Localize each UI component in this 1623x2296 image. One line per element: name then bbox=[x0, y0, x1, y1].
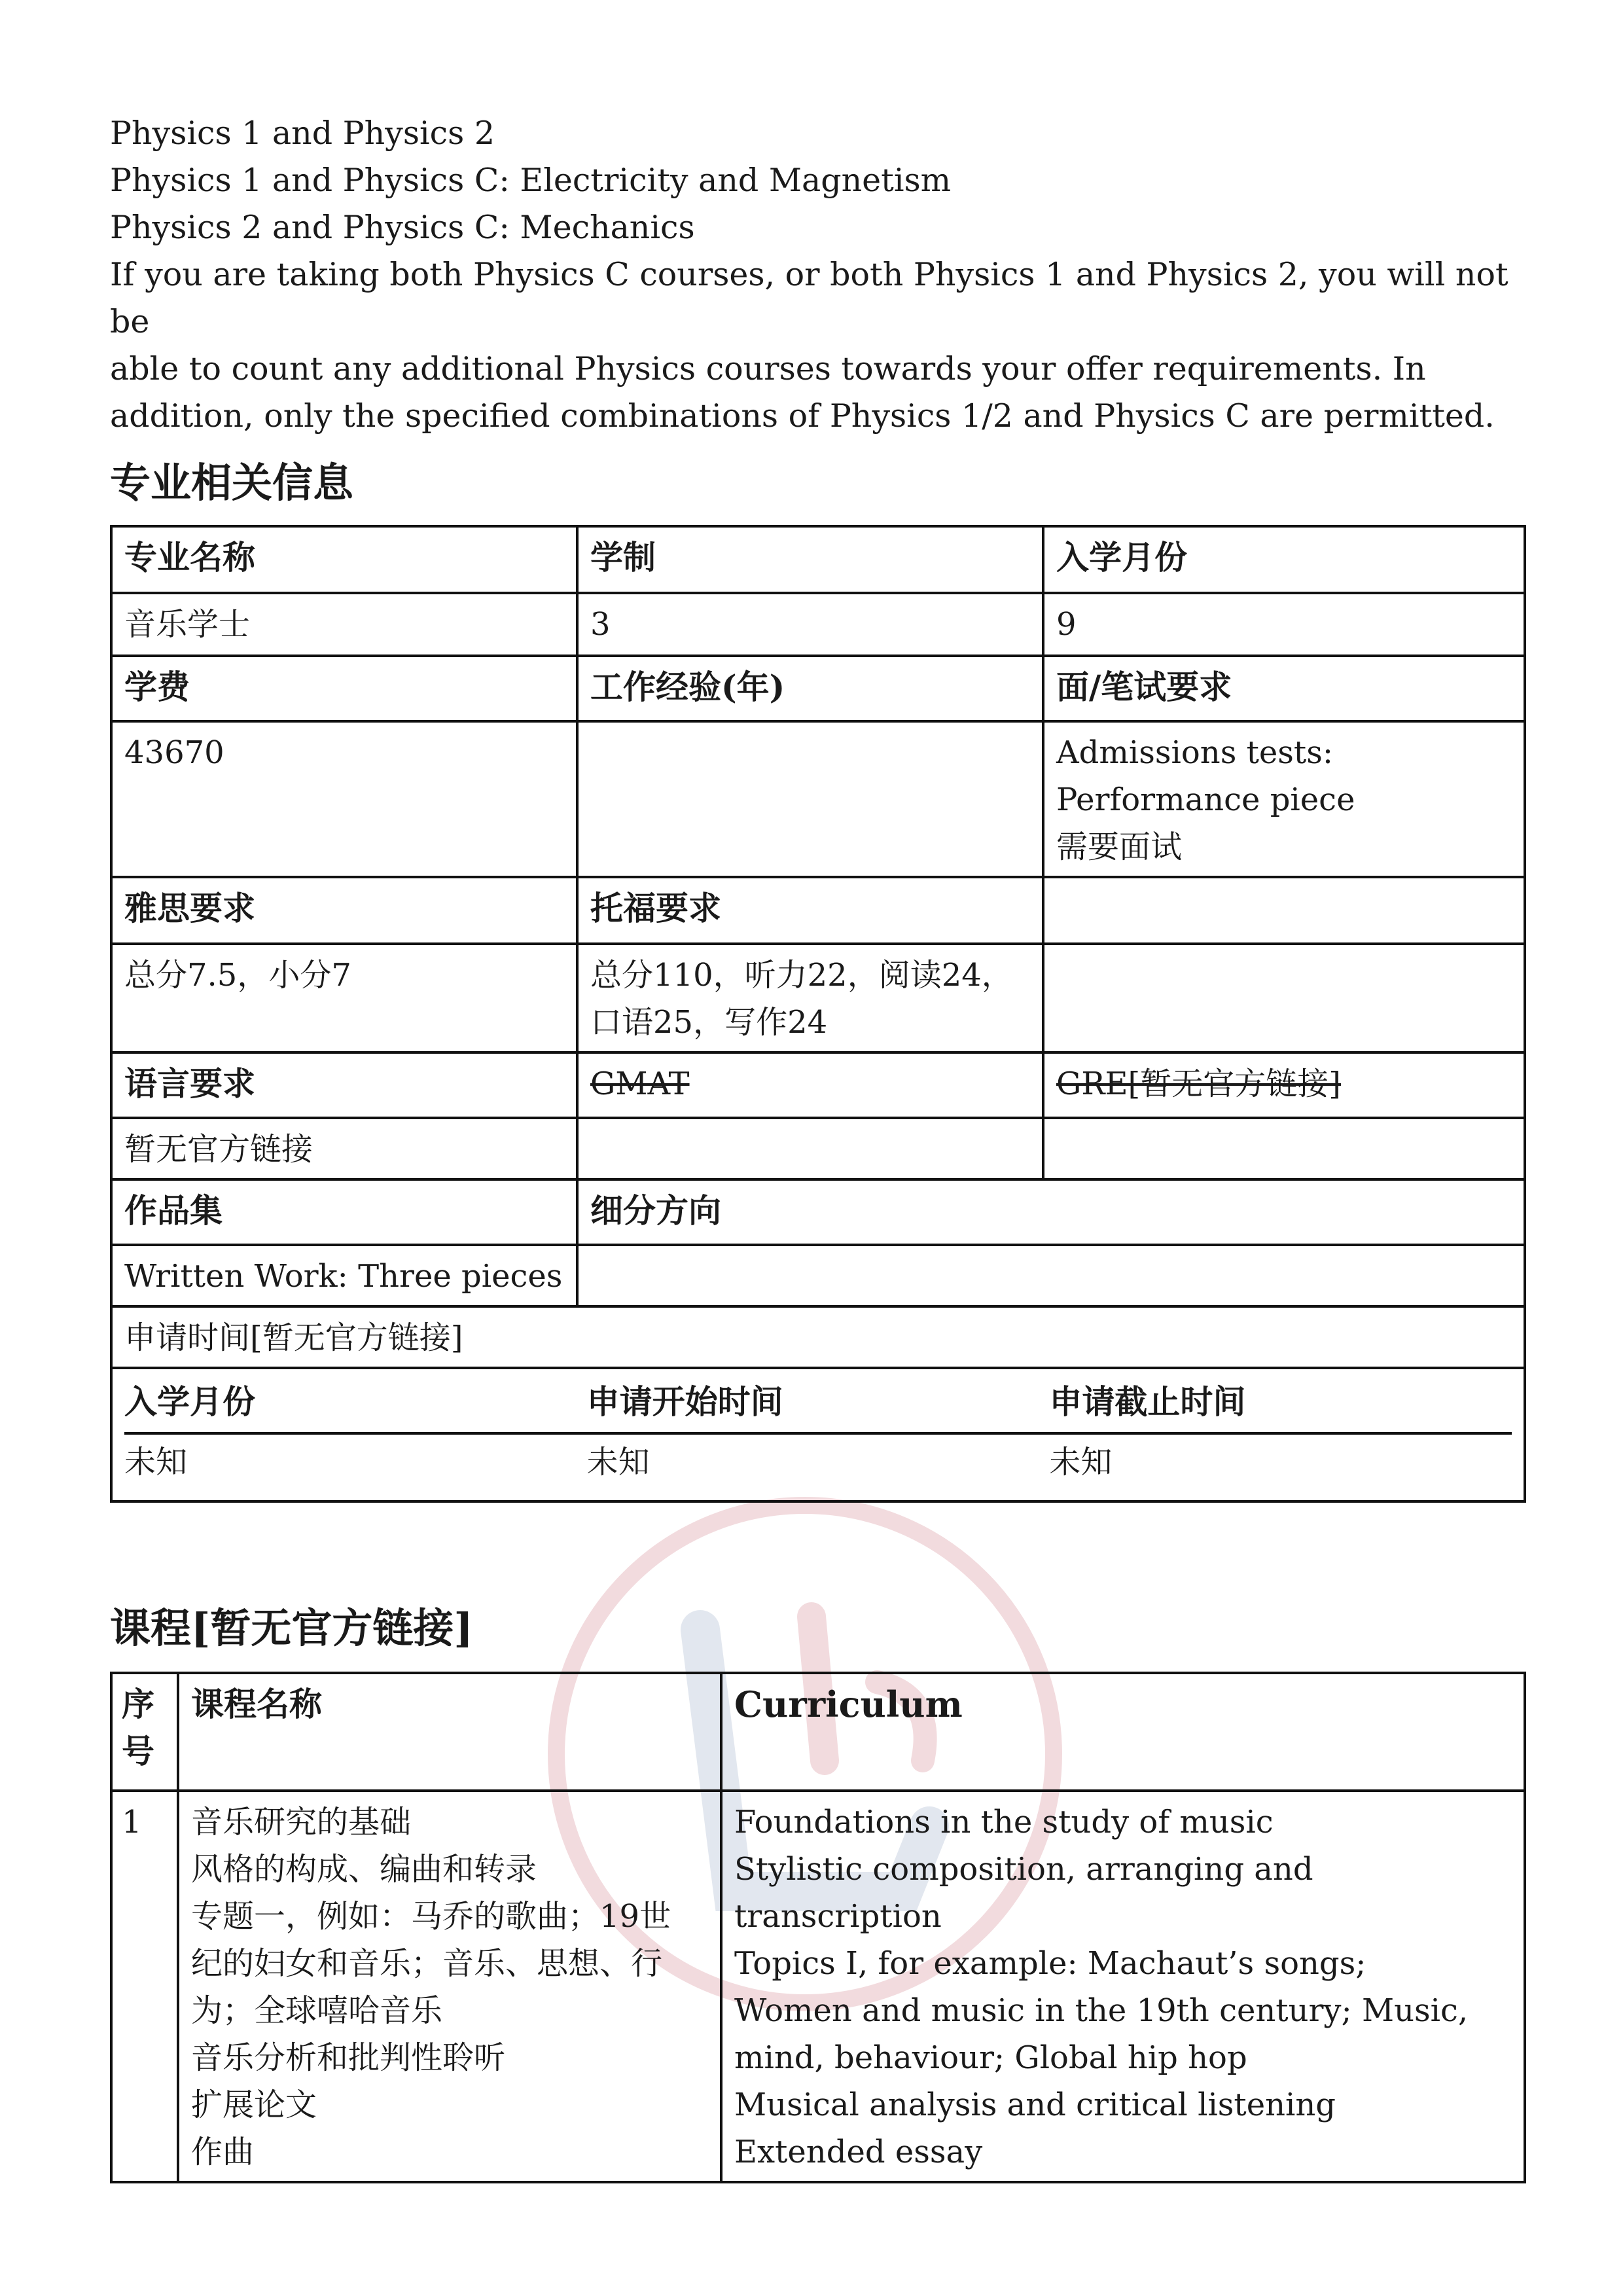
course-en-line: Stylistic composition, arranging and bbox=[734, 1851, 1313, 1888]
work-experience-value bbox=[577, 721, 1043, 877]
intro-text bbox=[110, 110, 1524, 440]
timeline-table bbox=[124, 1369, 1512, 1491]
intro-line: If you are taking both Physics C courses, or both Physics 1 and Physics 2, you will not be bbox=[110, 256, 1508, 340]
timeline-value-start: 未知 bbox=[586, 1444, 650, 1480]
course-en-line: Topics I, for example: Machaut’s songs; bbox=[734, 1945, 1366, 1982]
toefl-value bbox=[577, 944, 1043, 1052]
course-cn-line: 音乐研究的基础 bbox=[191, 1804, 412, 1840]
major-info-table bbox=[110, 525, 1526, 1503]
course-cn-line: 扩展论文 bbox=[191, 2087, 317, 2123]
timeline-header-start: 申请开始时间 bbox=[586, 1382, 783, 1421]
empty-cell bbox=[1043, 877, 1525, 944]
timeline-value-row bbox=[124, 1435, 1512, 1491]
toefl-line: 总分110，听力22，阅读24， bbox=[590, 957, 1013, 994]
gre-value bbox=[1043, 1118, 1525, 1179]
gmat-value bbox=[577, 1118, 1043, 1179]
course-en-line: Foundations in the study of music bbox=[734, 1804, 1274, 1840]
course-en-line: Musical analysis and critical listening bbox=[734, 2087, 1336, 2123]
intro-line: able to count any additional Physics courses towards your offer requirements. In bbox=[110, 350, 1426, 387]
course-en-line: Women and music in the 19th century; Music, bbox=[734, 1992, 1469, 2029]
ielts-value: 总分7.5，小分7 bbox=[111, 944, 577, 1052]
intro-line: Physics 2 and Physics C: Mechanics bbox=[110, 209, 695, 246]
toefl-line: 口语25，写作24 bbox=[590, 1004, 828, 1041]
intake-month-value: 9 bbox=[1043, 593, 1525, 656]
program-name-value: 音乐学士 bbox=[111, 593, 577, 656]
empty-cell bbox=[1043, 944, 1525, 1052]
program-name-label: 专业名称 bbox=[111, 526, 577, 593]
duration-value: 3 bbox=[577, 593, 1043, 656]
course-name-cn bbox=[178, 1791, 721, 2182]
interview-line: 需要面试 bbox=[1056, 829, 1183, 865]
intro-line: addition, only the specified combinations of Physics 1/2 and Physics C are permitted. bbox=[110, 397, 1495, 435]
interview-line: Performance piece bbox=[1056, 781, 1355, 818]
intake-month-label: 入学月份 bbox=[1043, 526, 1525, 593]
course-cn-line: 风格的构成、编曲和转录 bbox=[191, 1851, 537, 1888]
application-timeline bbox=[111, 1368, 1525, 1501]
duration-label: 学制 bbox=[577, 526, 1043, 593]
language-requirement-value: 暂无官方链接 bbox=[111, 1118, 577, 1179]
language-requirement-label: 语言要求 bbox=[111, 1052, 577, 1118]
application-time-label: 申请时间[暂无官方链接] bbox=[111, 1306, 1525, 1368]
interview-label: 面/笔试要求 bbox=[1043, 656, 1525, 721]
timeline-header-deadline: 申请截止时间 bbox=[1049, 1382, 1246, 1421]
course-index: 1 bbox=[111, 1791, 178, 2182]
interview-line: Admissions tests: bbox=[1056, 734, 1333, 771]
tuition-value: 43670 bbox=[111, 721, 577, 877]
course-en-line: mind, behaviour; Global hip hop bbox=[734, 2039, 1247, 2076]
course-name-cn-header: 课程名称 bbox=[178, 1673, 721, 1791]
intro-line: Physics 1 and Physics 2 bbox=[110, 115, 495, 152]
course-en-line: transcription bbox=[734, 1898, 942, 1935]
interview-value bbox=[1043, 721, 1525, 877]
tuition-label: 学费 bbox=[111, 656, 577, 721]
toefl-label: 托福要求 bbox=[577, 877, 1043, 944]
course-cn-line: 为；全球嘻哈音乐 bbox=[191, 1992, 443, 2029]
course-index-header: 序号 bbox=[111, 1673, 178, 1791]
portfolio-value: Written Work: Three pieces bbox=[111, 1245, 577, 1306]
course-section-title: 课程[暂无官方链接] bbox=[110, 1604, 473, 1652]
course-table bbox=[110, 1672, 1526, 2183]
timeline-value-intake: 未知 bbox=[124, 1444, 188, 1480]
intro-line: Physics 1 and Physics C: Electricity and Magnetism bbox=[110, 162, 952, 199]
timeline-value-deadline: 未知 bbox=[1049, 1444, 1113, 1480]
course-name-en bbox=[721, 1791, 1525, 2182]
specialization-label: 细分方向 bbox=[577, 1179, 1525, 1245]
major-section-title: 专业相关信息 bbox=[110, 459, 354, 507]
work-experience-label: 工作经验(年) bbox=[577, 656, 1043, 721]
course-cn-line: 专题一，例如：马乔的歌曲；19世 bbox=[191, 1898, 671, 1935]
gre-label: GRE[暂无官方链接] bbox=[1043, 1052, 1525, 1118]
portfolio-label: 作品集 bbox=[111, 1179, 577, 1245]
course-cn-line: 纪的妇女和音乐；音乐、思想、行 bbox=[191, 1945, 663, 1982]
specialization-value bbox=[577, 1245, 1525, 1306]
course-en-line: Extended essay bbox=[734, 2134, 983, 2170]
course-cn-line: 音乐分析和批判性聆听 bbox=[191, 2039, 506, 2076]
ielts-label: 雅思要求 bbox=[111, 877, 577, 944]
course-row bbox=[111, 1791, 1525, 2182]
timeline-header-intake: 入学月份 bbox=[124, 1382, 255, 1421]
course-name-en-header: Curriculum bbox=[721, 1673, 1525, 1791]
gmat-label: GMAT bbox=[577, 1052, 1043, 1118]
course-cn-line: 作曲 bbox=[191, 2134, 255, 2170]
timeline-header-row bbox=[124, 1369, 1512, 1435]
